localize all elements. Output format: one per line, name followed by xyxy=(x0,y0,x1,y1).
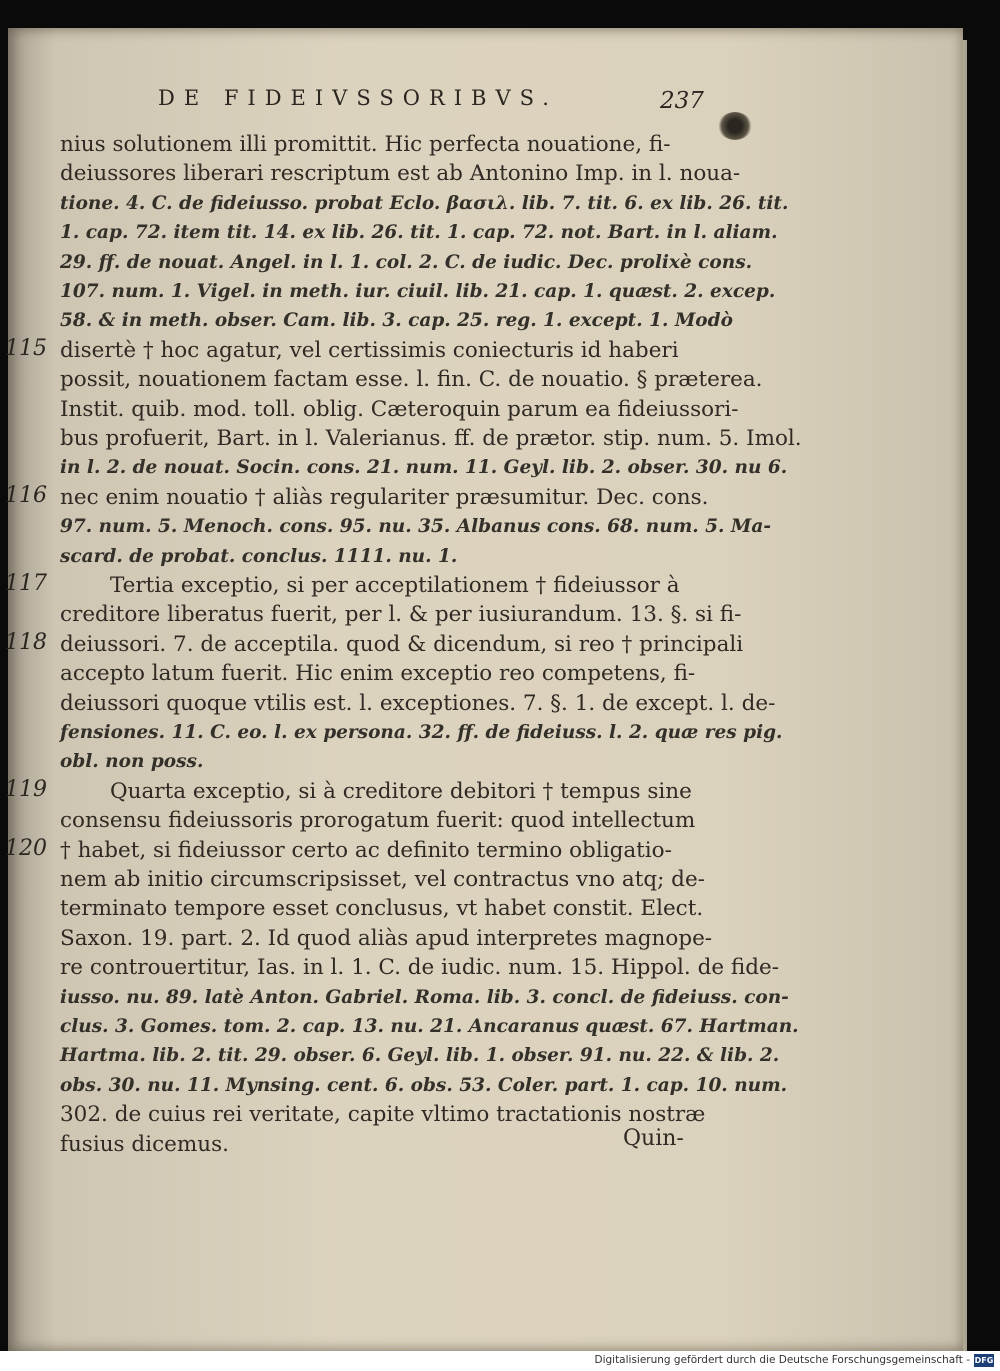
text-line: 1. cap. 72. item tit. 14. ex lib. 26. tit. 1. cap. 72. not. Bart. in l. aliam. xyxy=(60,222,778,244)
ink-stain xyxy=(718,112,752,140)
text-line: Tertia exceptio, si per acceptilationem † fideiussor à xyxy=(110,573,680,598)
text-line: clus. 3. Gomes. tom. 2. cap. 13. nu. 21. Ancaranus quæst. 67. Hartman. xyxy=(60,1016,799,1037)
text-line: 97. num. 5. Menoch. cons. 95. nu. 35. Albanus cons. 68. num. 5. Ma- xyxy=(60,516,772,538)
catchword: Quin- xyxy=(623,1126,684,1151)
text-line: fusius dicemus. xyxy=(60,1131,229,1157)
text-line: nec enim nouatio † aliàs regulariter præsumitur. Dec. cons. xyxy=(60,484,709,510)
text-line: accepto latum fuerit. Hic enim exceptio reo competens, fi- xyxy=(60,661,696,687)
text-line: re controuertitur, Ias. in l. 1. C. de iudic. num. 15. Hippol. de fide- xyxy=(60,955,780,981)
text-line: nius solutionem illi promittit. Hic perfecta nouatione, fi- xyxy=(60,132,671,157)
margin-number: 117 xyxy=(5,571,47,596)
text-line: scard. de probat. conclus. 1111. nu. 1. xyxy=(60,545,458,567)
text-line: † habet, si fideiussor certo ac definito termino obligatio- xyxy=(60,837,672,863)
text-line: creditore liberatus fuerit, per l. & per iusiurandum. 13. §. si fi- xyxy=(60,602,742,628)
footer-credit: Digitalisierung gefördert durch die Deutsche Forschungsgemeinschaft - xyxy=(594,1354,970,1366)
text-line: deiussori quoque vtilis est. l. exceptiones. 7. §. 1. de except. l. de- xyxy=(60,690,776,716)
margin-number: 116 xyxy=(5,482,47,508)
text-line: obs. 30. nu. 11. Mynsing. cent. 6. obs. 53. Coler. part. 1. cap. 10. num. xyxy=(60,1074,788,1096)
text-line: Hartma. lib. 2. tit. 29. obser. 6. Geyl. lib. 1. obser. 91. nu. 22. & lib. 2. xyxy=(60,1045,780,1067)
running-head: DE FIDEIVSSORIBVS. xyxy=(158,86,558,110)
text-line: fensiones. 11. C. eo. l. ex persona. 32. ff. de fideiuss. l. 2. quæ res pig. xyxy=(60,722,783,743)
text-line: in l. 2. de nouat. Socin. cons. 21. num. 11. Geyl. lib. 2. obser. 30. nu 6. xyxy=(60,457,788,479)
margin-number: 115 xyxy=(5,335,47,361)
text-line: nem ab initio circumscripsisset, vel contractus vno atq; de- xyxy=(60,867,705,892)
text-line: consensu fideiussoris prorogatum fuerit: quod intellectum xyxy=(60,808,696,834)
text-line: 58. & in meth. obser. Cam. lib. 3. cap. 25. reg. 1. except. 1. Modò xyxy=(60,310,733,332)
margin-number: 120 xyxy=(5,835,47,861)
text-line: 29. ff. de nouat. Angel. in l. 1. col. 2. C. de iudic. Dec. prolixè cons. xyxy=(60,251,753,273)
dfg-logo: DFG xyxy=(974,1356,994,1365)
text-line: Saxon. 19. part. 2. Id quod aliàs apud interpretes magnope- xyxy=(60,925,713,951)
text-line: 107. num. 1. Vigel. in meth. iur. ciuil. lib. 21. cap. 1. quæst. 2. excep. xyxy=(60,281,776,302)
text-line: possit, nouationem factam esse. l. fin. C. de nouatio. § præterea. xyxy=(60,367,763,393)
footer-bar xyxy=(0,1351,1000,1371)
text-line: deiussores liberari rescriptum est ab Antonino Imp. in l. noua- xyxy=(60,161,741,187)
text-line: iusso. nu. 89. latè Anton. Gabriel. Roma. lib. 3. concl. de fideiuss. con- xyxy=(60,986,789,1008)
text-line: terminato tempore esset conclusus, vt habet constit. Elect. xyxy=(60,896,704,922)
margin-number: 119 xyxy=(5,776,47,802)
text-line: 302. de cuius rei veritate, capite vltimo tractationis nostræ xyxy=(60,1102,706,1128)
text-line: obl. non poss. xyxy=(60,751,204,773)
text-line: tione. 4. C. de fideiusso. probat Eclo. βασιλ. lib. 7. tit. 6. ex lib. 26. tit. xyxy=(60,192,789,214)
page-number: 237 xyxy=(660,88,704,114)
text-line: disertè † hoc agatur, vel certissimis coniecturis id haberi xyxy=(60,337,679,363)
text-line: bus profuerit, Bart. in l. Valerianus. ff. de prætor. stip. num. 5. Imol. xyxy=(60,426,802,451)
margin-number: 118 xyxy=(5,629,47,655)
text-line: deiussori. 7. de acceptila. quod & dicendum, si reo † principali xyxy=(60,631,744,657)
text-line: Instit. quib. mod. toll. oblig. Cæteroquin parum ea fideiussori- xyxy=(60,396,739,422)
text-line: Quarta exceptio, si à creditore debitori † tempus sine xyxy=(110,778,692,804)
